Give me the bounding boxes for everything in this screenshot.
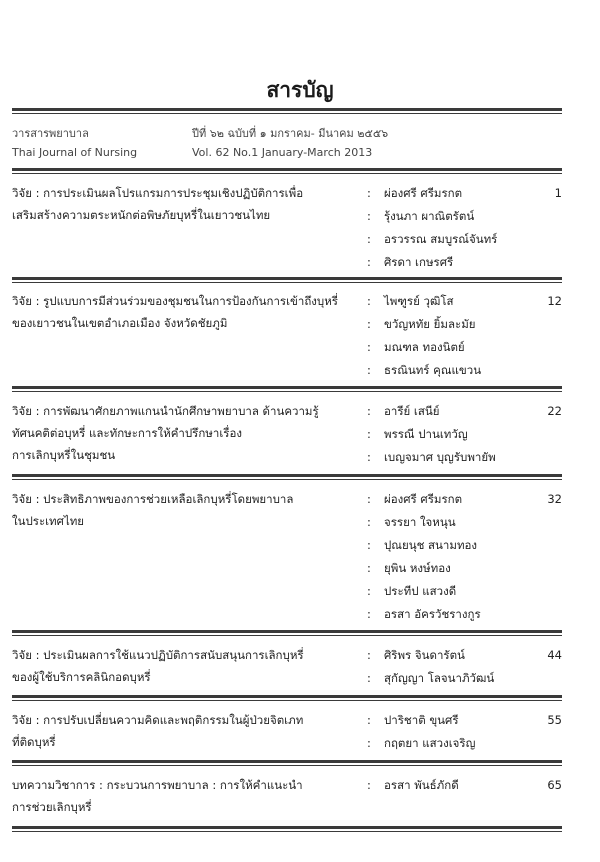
divider xyxy=(12,630,562,636)
entry-page-number: 12 xyxy=(547,294,562,308)
journal-issue-en: Vol. 62 No.1 January-March 2013 xyxy=(192,146,373,159)
author: ผ่องศรี ศรีมรกต xyxy=(384,492,463,506)
author: อารีย์ เสนีย์ xyxy=(384,404,440,418)
author: ยุพิน หงษ์ทอง xyxy=(384,561,451,575)
author: ผ่องศรี ศรีมรกต xyxy=(384,186,463,200)
divider xyxy=(12,277,562,283)
divider xyxy=(12,168,562,174)
entry-authors xyxy=(384,488,481,626)
author: ปาริชาติ ขุนศรี xyxy=(384,713,459,727)
journal-issue-th: ปีที่ ๖๒ ฉบับที่ ๑ มกราคม- มีนาคม ๒๕๕๖ xyxy=(192,127,389,140)
author: ศิริพร จินดารัตน์ xyxy=(384,648,465,662)
author: ปุณยนุช สนามทอง xyxy=(384,538,478,552)
divider xyxy=(12,108,562,114)
entry-title: วิจัย : การประเมินผลโปรแกรมการประชุมเชิงปฏิบัติการเพื่อ เสริมสร้างความตระหนักต่อพิษภัยบุหรี่ในเยาวชนไทย xyxy=(12,186,304,222)
author: ขวัญหทัย ยิ้มละมัย xyxy=(384,317,476,331)
entry-title: วิจัย : การพัฒนาศักยภาพแกนนำนักศึกษาพยาบาล ด้านความรู้ ทัศนคติต่อบุหรี่ และทักษะการให้คำปรึกษาเรื่อง การเลิกบุหรี่ในชุมชน xyxy=(12,404,319,462)
author: สุกัญญา โลจนาภิวัฒน์ xyxy=(384,671,495,685)
entry-authors xyxy=(384,182,497,274)
entry-title: วิจัย : รูปแบบการมีส่วนร่วมของชุมชนในการป้องกันการเข้าถึงบุหรี่ ของเยาวชนในเขตอำเภอเมือง จังหวัดชัยภูมิ xyxy=(12,294,338,330)
author: อรวรรณ สมบูรณ์จันทร์ xyxy=(384,232,498,246)
entry-authors xyxy=(384,290,481,382)
entry-page-number: 1 xyxy=(554,186,562,200)
entry-title: วิจัย : ประสิทธิภาพของการช่วยเหลือเลิกบุหรี่โดยพยาบาล ในประเทศไทย xyxy=(12,492,294,528)
entry-authors xyxy=(384,774,459,797)
author: ประทีป แสวงดี xyxy=(384,584,457,598)
entry-authors xyxy=(384,709,475,755)
entry-page-number: 44 xyxy=(547,648,562,662)
author: ศิรดา เกษรศรี xyxy=(384,255,454,269)
entry-authors xyxy=(384,400,496,469)
divider xyxy=(12,695,562,701)
author: พรรณี ปานเทวัญ xyxy=(384,427,468,441)
author: อรสา พันธ์ภักดี xyxy=(384,778,459,792)
entry-page-number: 22 xyxy=(547,404,562,418)
divider xyxy=(12,760,562,766)
divider xyxy=(12,386,562,392)
entry-page-number: 65 xyxy=(547,778,562,792)
author: เบญจมาศ บุญรับพายัพ xyxy=(384,450,496,464)
divider xyxy=(12,474,562,480)
page-title: สารบัญ xyxy=(266,78,334,102)
entry-page-number: 32 xyxy=(547,492,562,506)
journal-name-en: Thai Journal of Nursing xyxy=(12,146,138,159)
author: จรรยา ใจหนุน xyxy=(384,515,456,529)
toc-page: สารบัญ วารสารพยาบาล ปีที่ ๖๒ ฉบับที่ ๑ มกราคม- มีนาคม ๒๕๕๖ Thai Journal of Nursing Vol. 62 No.1 January-March 2013 วิจัย : การประเมินผลโปรแกรมการประชุมเชิงปฏิบัติการเพื่อ เสริมสร้างความตระหนักต่อพิษภัยบุหรี่ในเยาวชนไทย : : : : ผ่องศรี ศรีมรกต รุ้งนภา ผาณิตรัตน์ อรวรรณ สมบูรณ์จันทร์ ศิรดา เกษรศรี 1 วิจัย : รูปแบบการมีส่วนร่วมของชุมชนในการป้องกันการเข้าถึงบุหรี่ ของเยาวชนในเขตอำเภอเมือง จังหวัดชัยภูมิ : : : : ไพฑูรย์ วุฒิโส ขวัญหทัย ยิ้มละมัย มณฑล ทองนิตย์ ธรณินทร์ คุณแขวน 12 วิจัย : การพัฒนาศักยภาพแกนนำนักศึกษาพยาบาล ด้านความรู้ ทัศนคติต่อบุหรี่ และทักษะการให้คำปรึกษาเรื่อง การเลิกบุหรี่ในชุมชน : : : อารีย์ เสนีย์ พรรณี ปานเทวัญ เบญจมาศ บุญรับพายัพ 22 วิจัย : ประสิทธิภาพของการช่วยเหลือเลิกบุหรี่โดยพยาบาล ในประเทศไทย : : : : : : ผ่องศรี ศรีมรกต จรรยา ใจหนุน ปุณยนุช สนามทอง ยุพิน หงษ์ทอง ประทีป แสวงดี อรสา อัครวัชรางกูร 32 วิจัย : ประเมินผลการใช้แนวปฏิบัติการสนับสนุนการเลิกบุหรี่ ของผู้ใช้บริการคลินิกอดบุหรี่ : : ศิริพร จินดารัตน์ สุกัญญา โลจนาภิวัฒน์ 44 วิจัย : การปรับเปลี่ยนความคิดและพฤติกรรมในผู้ป่วยจิตเภท ที่ติดบุหรี่ : : ปาริชาติ ขุนศรี กฤตยา แสวงเจริญ 55 บทความวิชาการ : กระบวนการพยาบาล : การให้คำแนะนำ การช่วยเลิกบุหรี่ : อรสา พันธ์ภักดี 65 xyxy=(0,0,600,862)
author: รุ้งนภา ผาณิตรัตน์ xyxy=(384,209,475,223)
entry-title: บทความวิชาการ : กระบวนการพยาบาล : การให้คำแนะนำ การช่วยเลิกบุหรี่ xyxy=(12,778,303,814)
author: กฤตยา แสวงเจริญ xyxy=(384,736,476,750)
journal-name-th: วารสารพยาบาล xyxy=(12,127,89,140)
author: ไพฑูรย์ วุฒิโส xyxy=(384,294,454,308)
entry-title: วิจัย : การปรับเปลี่ยนความคิดและพฤติกรรมในผู้ป่วยจิตเภท ที่ติดบุหรี่ xyxy=(12,713,304,749)
author: มณฑล ทองนิตย์ xyxy=(384,340,465,354)
divider xyxy=(12,826,562,832)
author: อรสา อัครวัชรางกูร xyxy=(384,607,481,621)
entry-title: วิจัย : ประเมินผลการใช้แนวปฏิบัติการสนับสนุนการเลิกบุหรี่ ของผู้ใช้บริการคลินิกอดบุหรี่ xyxy=(12,648,304,684)
entry-page-number: 55 xyxy=(547,713,562,727)
entry-authors xyxy=(384,644,494,690)
author: ธรณินทร์ คุณแขวน xyxy=(384,363,482,377)
